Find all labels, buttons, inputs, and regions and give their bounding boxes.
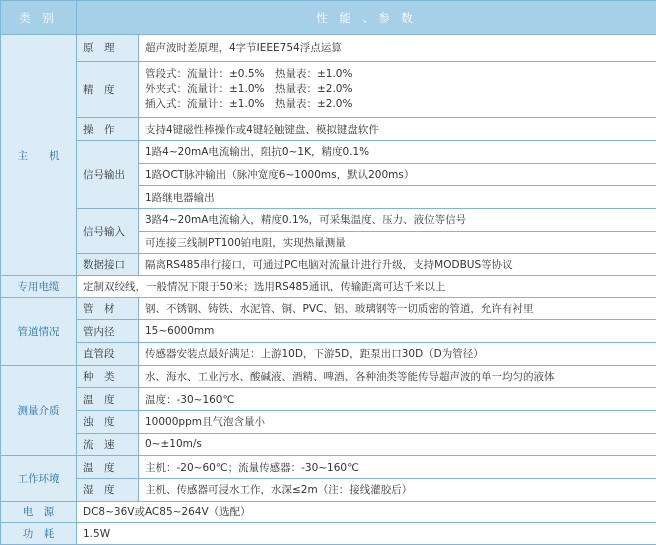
category-environment: 工作环境 [1, 456, 77, 501]
row-cable [1, 276, 656, 298]
header-performance: 性 能 、参 数 [77, 1, 656, 35]
value-medium-temperature: 温度：-30~160℃ [139, 388, 656, 411]
value-operation: 支持4键磁性棒操作或4键轻触键盘、模拟键盘软件 [139, 118, 656, 141]
value-signal-output-3: 1路继电器输出 [139, 186, 656, 209]
row-data-interface [1, 254, 656, 276]
value-pipe-material: 钢、不锈钢、铸铁、水泥管、铜、PVC、铝、玻璃钢等一切质密的管道，允许有衬里 [139, 297, 656, 320]
accuracy-line: 外夹式：流量计：±1.0% 热量表：±2.0% [145, 83, 353, 96]
label-medium-turbidity: 浊 度 [77, 410, 139, 433]
category-pipe: 管道情况 [1, 297, 77, 365]
label-principle: 原 理 [77, 35, 139, 62]
row-power-supply [1, 501, 656, 523]
label-accuracy: 精 度 [77, 61, 139, 118]
value-accuracy [139, 61, 656, 118]
label-signal-output: 信号输出 [77, 141, 139, 209]
value-power-supply: DC8~36V或AC85~264V（选配） [77, 501, 656, 523]
value-env-humidity: 主机、传感器可浸水工作，水深≤2m（注：接线灌胶后） [139, 478, 656, 501]
row-signal-input-1 [1, 209, 656, 232]
value-cable: 定制双绞线，一般情况下限于50米；选用RS485通讯，传输距离可达千米以上 [77, 276, 656, 298]
row-env-temperature [1, 456, 656, 479]
row-operation [1, 118, 656, 141]
value-env-temperature: 主机：-20~60℃；流量传感器：-30~160℃ [139, 456, 656, 479]
label-pipe-material: 管 材 [77, 297, 139, 320]
accuracy-line: 插入式：流量计：±1.0% 热量表：±2.0% [145, 98, 353, 111]
value-power-consumption: 1.5W [77, 523, 656, 545]
value-medium-kind: 水、海水、工业污水、酸碱液、酒精、啤酒、各种油类等能传导超声波的单一均匀的液体 [139, 365, 656, 388]
category-cable: 专用电缆 [1, 276, 77, 298]
row-pipe-material [1, 297, 656, 320]
row-principle [1, 35, 656, 62]
label-env-humidity: 湿 度 [77, 478, 139, 501]
row-medium-turbidity [1, 410, 656, 433]
value-medium-turbidity: 10000ppm且气泡含量小 [139, 410, 656, 433]
label-medium-temperature: 温 度 [77, 388, 139, 411]
label-env-temperature: 温 度 [77, 456, 139, 479]
row-pipe-straight [1, 342, 656, 365]
value-signal-input-1: 3路4~20mA电流输入，精度0.1%，可采集温度、压力、液位等信号 [139, 209, 656, 232]
row-medium-temperature [1, 388, 656, 411]
row-medium-kind [1, 365, 656, 388]
category-power-consumption: 功 耗 [1, 523, 77, 545]
category-medium: 测量介质 [1, 365, 77, 456]
label-operation: 操 作 [77, 118, 139, 141]
value-signal-output-2: 1路OCT脉冲输出（脉冲宽度6~1000ms，默认200ms） [139, 163, 656, 186]
category-power-supply: 电 源 [1, 501, 77, 523]
row-pipe-diameter [1, 320, 656, 343]
header-category: 类 别 [1, 1, 77, 35]
header-row [1, 1, 656, 35]
value-pipe-straight: 传感器安装点最好满足：上游10D，下游5D，距泵出口30D（D为管径） [139, 342, 656, 365]
row-power-consumption [1, 523, 656, 545]
label-pipe-diameter: 管内径 [77, 320, 139, 343]
row-signal-output-1 [1, 141, 656, 164]
accuracy-line: 管段式：流量计：±0.5% 热量表：±1.0% [145, 68, 353, 81]
label-medium-velocity: 流 速 [77, 433, 139, 456]
row-medium-velocity [1, 433, 656, 456]
label-signal-input: 信号输入 [77, 209, 139, 254]
value-pipe-diameter: 15~6000mm [139, 320, 656, 343]
row-accuracy [1, 61, 656, 118]
label-pipe-straight: 直管段 [77, 342, 139, 365]
category-main: 主 机 [1, 35, 77, 276]
value-signal-output-1: 1路4~20mA电流输出，阻抗0~1K，精度0.1% [139, 141, 656, 164]
row-env-humidity [1, 478, 656, 501]
value-data-interface: 隔离RS485串行接口，可通过PC电脑对流量计进行升级，支持MODBUS等协议 [139, 254, 656, 276]
label-medium-kind: 种 类 [77, 365, 139, 388]
value-principle: 超声波时差原理，4字节IEEE754浮点运算 [139, 35, 656, 62]
value-medium-velocity: 0~±10m/s [139, 433, 656, 456]
value-signal-input-2: 可连接三线制PT100铂电阻，实现热量测量 [139, 231, 656, 254]
label-data-interface: 数据接口 [77, 254, 139, 276]
